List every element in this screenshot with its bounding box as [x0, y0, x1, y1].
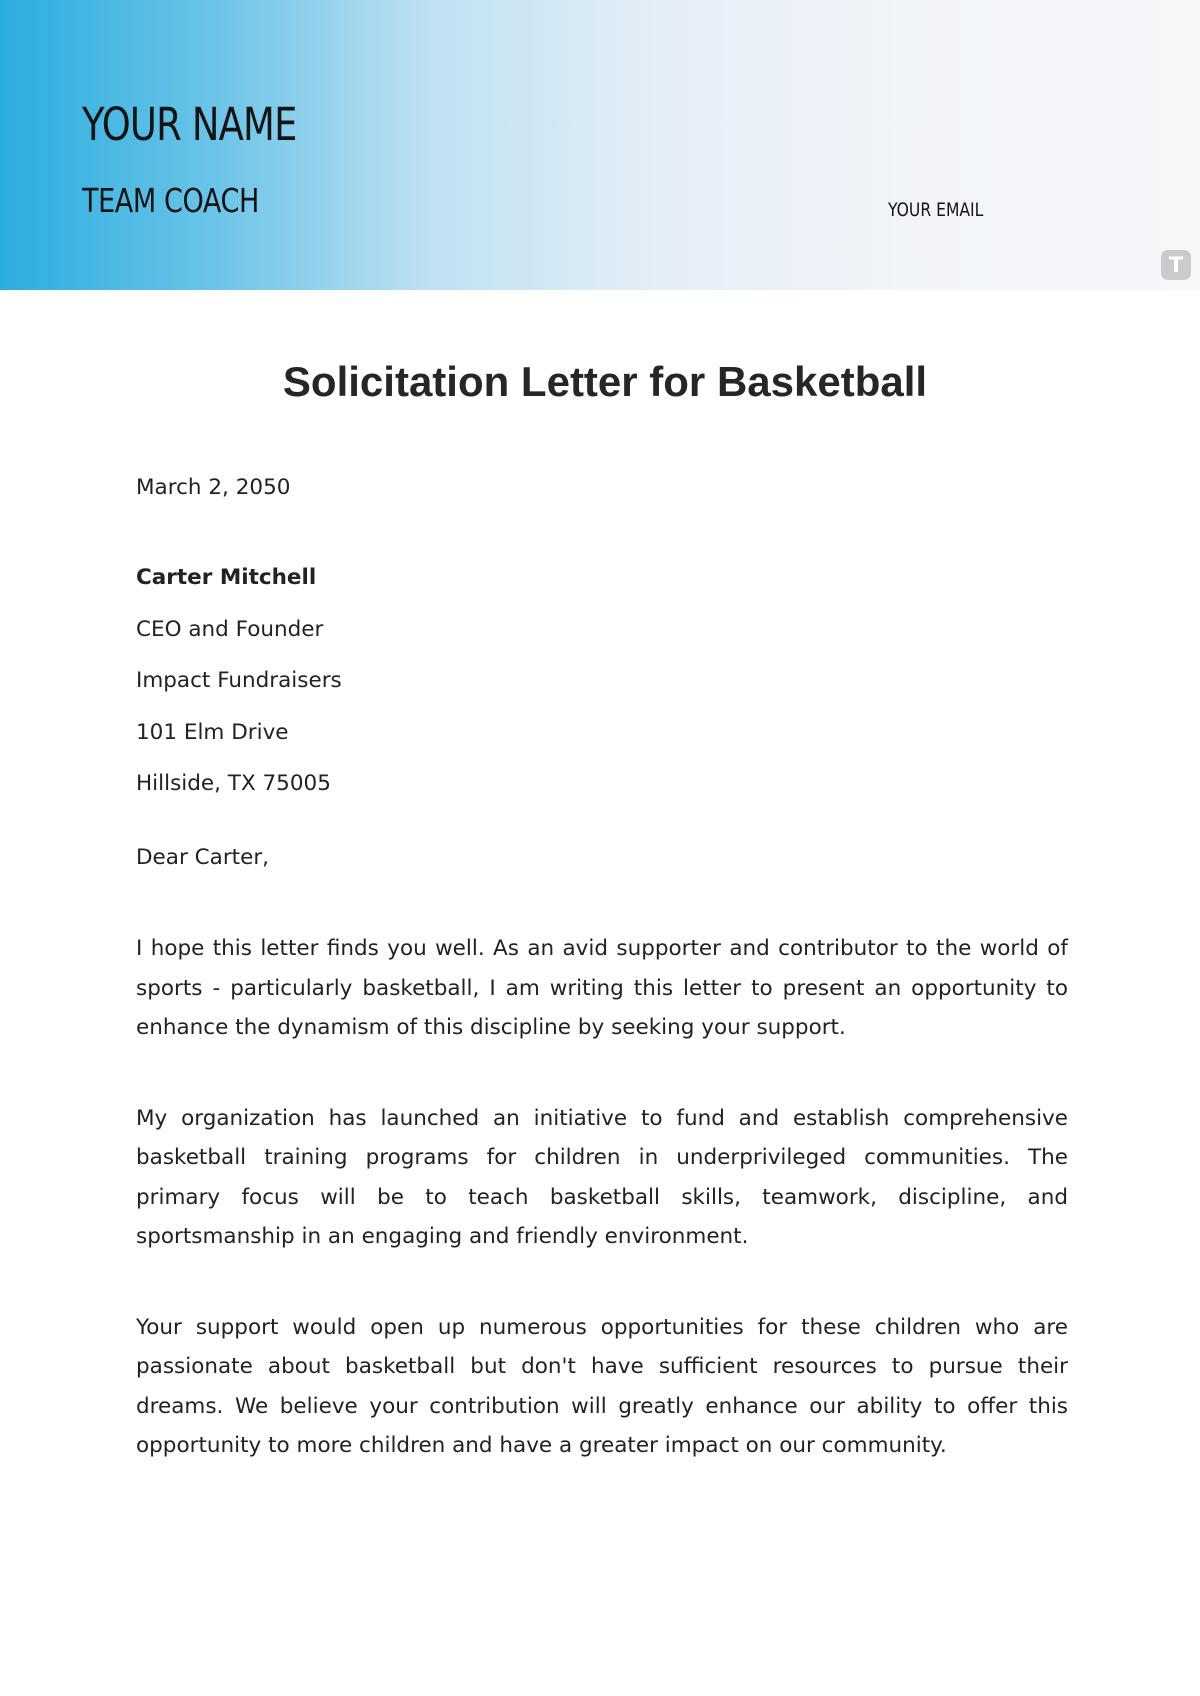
letter-date: March 2, 2050 [136, 475, 291, 500]
recipient-block [136, 560, 1068, 802]
letter-body [136, 470, 1068, 1466]
recipient-city-state-zip: Hillside, TX 75005 [136, 771, 331, 796]
document-title: Solicitation Letter for Basketball [282, 358, 928, 405]
recipient-company: Impact Fundraisers [136, 668, 342, 693]
recipient-street: 101 Elm Drive [136, 719, 289, 745]
sender-email: YOUR EMAIL [888, 199, 984, 221]
body-paragraph: I hope this letter finds you well. As an avid supporter and contributor to the world of sports - particularly basketball, I am writing this letter to present an opportunity to enhance the dynamism of this discipline by seeking your support. [136, 936, 1068, 1040]
recipient-title: CEO and Founder [136, 616, 324, 642]
salutation: Dear Carter, [136, 845, 269, 870]
body-paragraph: My organization has launched an initiative to fund and establish comprehensive basketball training programs for children in underprivileged communities. The primary focus will be to teach basketball skills, teamwork, discipline, and sportsmanship in an engaging and friendly environment. [136, 1105, 1068, 1249]
sender-role: TEAM COACH [82, 181, 259, 220]
brand-logo-icon: T [1161, 250, 1191, 280]
body-paragraph: Your support would open up numerous opportunities for these children who are passionate about basketball but don't have sufficient resources to pursue their dreams. We believe your contribution will greatly enhance our ability to offer this opportunity to more children and have a greater impact on our community. [136, 1314, 1068, 1458]
header-band [0, 0, 1200, 290]
sender-name: YOUR NAME [82, 98, 297, 151]
recipient-name: Carter Mitchell [136, 565, 317, 590]
